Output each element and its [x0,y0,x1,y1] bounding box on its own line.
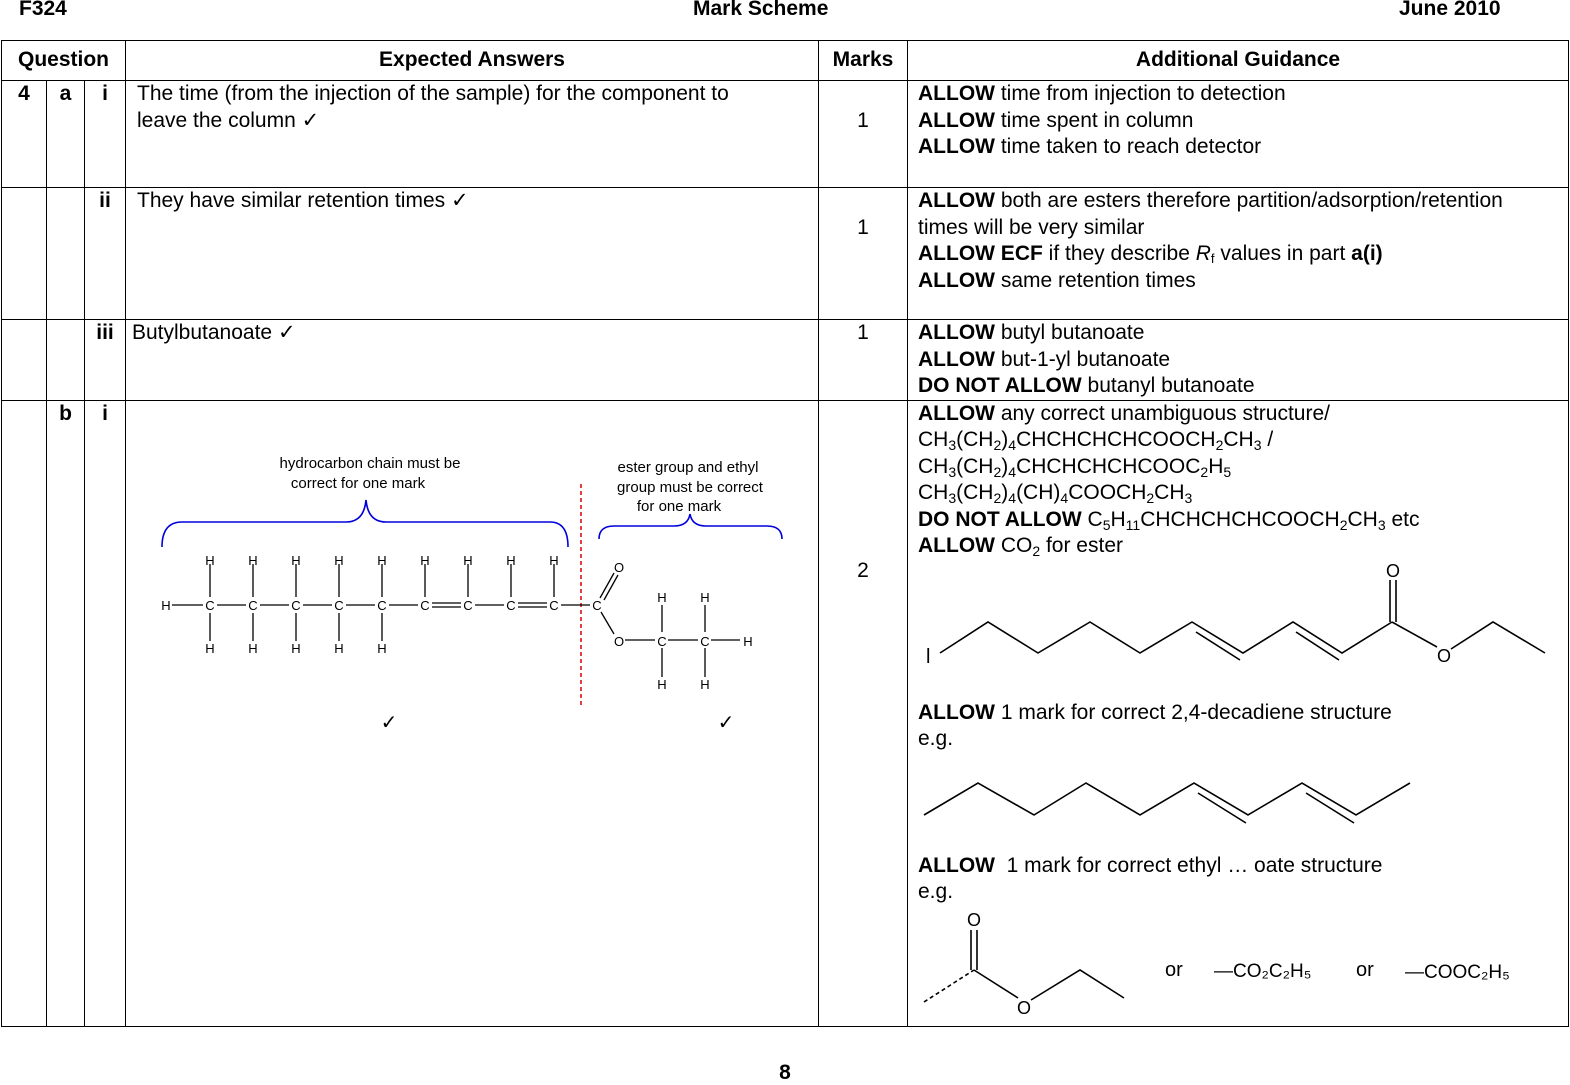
exam-date: June 2010 [1399,0,1501,20]
svg-text:—CO₂C₂H₅: —CO₂C₂H₅ [1214,960,1312,982]
svg-text:H: H [700,589,710,605]
guidance: ALLOW any correct unambiguous structure/ $CH_3(CH_2)_4CHCHCHCHCOOCH_2CH_3$ / $CH_3(CH_2)_4CHCHCHCHCOOC_2H_5$ $CH_3(CH_2)_4(CH)_4COOCH_2CH_3$ DO NOT ALLOW $C_5H_{11}CHCHCHCHCOOCH_2CH_3$ etc ALLOW $CO_2$ for ester l O O ALLOW 1 mark for correct 2,4-decadiene structure e.g. ALLOW 1 mark for correct ethyl … oate structure e.g. O O or —CO₂C₂H₅ or —COOC₂H₅ [908,400,1569,1027]
svg-text:H: H [291,552,301,568]
guidance-header: Additional Guidance [908,41,1569,81]
svg-text:H: H [291,640,301,656]
chain-brace [162,500,568,547]
question-part: a [47,81,85,188]
question-subpart: i [85,400,126,1027]
skeletal-structure-full [918,560,1568,700]
svg-text:or: or [1165,958,1183,981]
ester-note-line2: group must be correct [617,478,763,496]
marks-header: Marks [819,41,908,81]
chain-note-line2: correct for one mark [290,474,426,492]
svg-text:C: C [420,597,430,613]
skeletal-structure-decadiene [918,753,1568,853]
svg-text:H: H [377,552,387,568]
svg-text:H: H [205,640,215,656]
formula-1: $CH_3(CH_2)_4CHCHCHCHCOOCH_2CH_3$ / [918,428,1274,453]
ester-mark-tick: ✓ [717,711,735,734]
svg-text:H: H [248,552,258,568]
svg-text:or: or [1356,958,1374,981]
atoms [161,553,752,692]
expected-answer-structure [126,400,819,1027]
svg-text:H: H [248,640,258,656]
svg-text:C: C [506,597,516,613]
bonds [172,564,740,677]
table-row [2,188,1569,320]
document-title: Mark Scheme [693,0,829,20]
guidance: ALLOW butyl butanoate ALLOW but-1-yl butanoate DO NOT ALLOW butanyl butanoate [908,320,1569,401]
table-header-row [2,41,1569,81]
skeletal-structure-ester [918,906,1568,1014]
ethyl-decadienoate-structure [126,401,818,1019]
question-number: 4 [2,81,47,188]
formula-3: $CH_3(CH_2)_4(CH)_4COOCH_2CH_3$ [918,481,1193,506]
svg-text:H: H [334,552,344,568]
mark-scheme-table [1,40,1569,1027]
svg-text:O: O [1385,560,1401,581]
svg-text:C: C [657,633,667,649]
marks-value: 2 [819,400,908,1027]
svg-text:C: C [700,633,710,649]
ester-note-line3: for one mark [636,497,722,515]
svg-text:—COOC₂H₅: —COOC₂H₅ [1405,961,1510,983]
page-number: 8 [779,1061,791,1084]
svg-text:O: O [1016,997,1032,1014]
svg-text:O: O [966,909,982,930]
expected-answer: Butylbutanoate ✓ [126,320,819,401]
svg-text:C: C [291,597,301,613]
formula-2: $CH_3(CH_2)_4CHCHCHCHCOOC_2H_5$ [918,454,1232,480]
question-subpart: ii [85,188,126,320]
guidance: ALLOW time from injection to detection ALLOW time spent in column ALLOW time taken to reach detector [908,81,1569,188]
svg-text:H: H [657,589,667,605]
marks-value: 1 [819,320,908,401]
svg-text:C: C [463,597,473,613]
question-subpart: i [85,81,126,188]
svg-text:C: C [334,597,344,613]
svg-text:H: H [506,552,516,568]
table-row [2,320,1569,401]
question-header: Question [2,41,126,81]
marks-value: 1 [819,81,908,188]
expected-answer: They have similar retention times ✓ [126,188,819,320]
svg-text:H: H [700,676,710,692]
svg-text:H: H [420,552,430,568]
svg-text:H: H [743,633,753,649]
svg-text:C: C [205,597,215,613]
paper-code: F324 [19,0,67,20]
svg-text:O: O [613,633,625,649]
question-subpart: iii [85,320,126,401]
table-row [2,81,1569,188]
guidance: ALLOW both are esters therefore partition/adsorption/retention times will be very similar ALLOW ECF if they describe Rf values in part a(i) ALLOW same retention times [908,188,1569,320]
svg-text:C: C [248,597,258,613]
svg-text:H: H [205,552,215,568]
question-part: b [47,400,85,1027]
svg-text:H: H [463,552,473,568]
chain-note-line1: hydrocarbon chain must be [279,454,461,472]
svg-text:H: H [334,640,344,656]
ester-note-line1: ester group and ethyl [617,458,759,476]
svg-text:C: C [377,597,387,613]
svg-text:H: H [377,640,387,656]
marks-value: 1 [819,188,908,320]
svg-text:H: H [549,552,559,568]
svg-text:H: H [657,676,667,692]
svg-text:C: C [592,597,602,613]
chain-mark-tick: ✓ [380,711,398,734]
svg-text:l: l [926,645,931,668]
table-row [2,400,1569,1027]
expected-answer: The time (from the injection of the sample) for the component to leave the column ✓ [126,81,819,188]
svg-text:H: H [161,597,171,613]
answers-header: Expected Answers [126,41,819,81]
svg-text:C: C [549,597,559,613]
svg-text:O: O [613,559,625,575]
ester-brace [599,514,782,539]
svg-text:O: O [1436,645,1452,666]
